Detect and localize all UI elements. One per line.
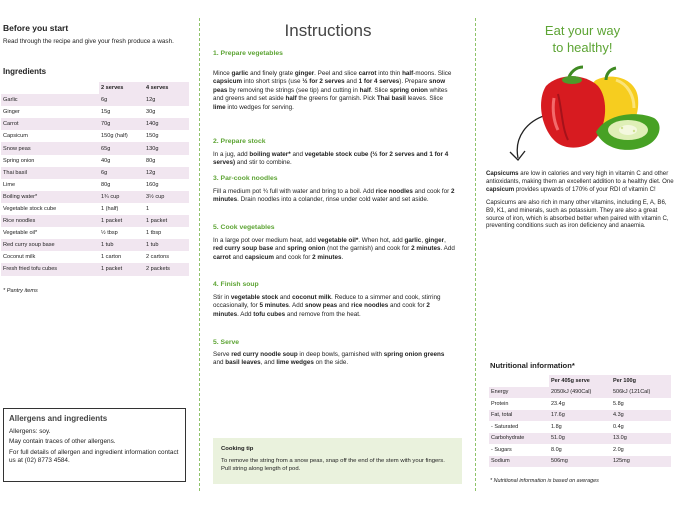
table-cell: Boiling water* <box>1 191 99 203</box>
table-cell: Protein <box>491 400 509 407</box>
heading-line: Eat your way <box>544 23 621 38</box>
table-cell: Carrot <box>1 118 99 130</box>
instructions-column <box>203 0 471 509</box>
nutrition-row <box>489 433 671 445</box>
ingredient-row <box>1 155 189 167</box>
table-cell: Capsicum <box>3 133 28 140</box>
table-cell: 17.6g <box>549 410 611 422</box>
ingredient-row <box>1 167 189 179</box>
table-cell: 1 packet <box>99 263 144 275</box>
table-cell: 0.4g <box>613 423 624 430</box>
cooking-tip-text: To remove the string from a snow peas, snap off the end of the stem with your fingers. Pull string along length of pod. <box>221 458 445 472</box>
step-text: Serve red curry noodle soup in deep bowls, garnished with spring onion greens and basil leaves, and lime wedges on the side. <box>213 351 445 367</box>
cooking-tip-heading: Cooking tip <box>221 446 254 452</box>
step-text: Stir in vegetable stock and coconut milk. Reduce to a simmer and cook, stirring occasionally, for 5 minutes. Add snow peas and rice noodles and cook for 2 minutes. Add tofu cubes and remove from the heat. <box>213 294 441 318</box>
ingredient-row <box>1 215 189 227</box>
allergen-heading: Allergens and ingredients <box>9 414 108 423</box>
step-text: Mince garlic and finely grate ginger. Peel and slice carrot into thin half-moons. Slice capsicum into short strips (use ½ for 2 serves and 1 for 4 serves). Prepare snow peas by removing the strings (see tip) and cutting in half. Slice spring onion whites and greens and set aside half the greens for garnish. Pick Thai basil leaves. Slice lime into wedges for serving. <box>213 70 452 111</box>
table-cell: Lime <box>3 181 16 188</box>
ingredient-row <box>1 191 189 203</box>
table-cell: ½ tbsp <box>101 230 118 237</box>
header-cell: Per 405g serve <box>549 375 611 387</box>
step-heading: 3. Par-cook noodles <box>213 175 278 182</box>
ingredient-row <box>1 263 189 275</box>
header-cell: 2 serves <box>99 82 144 94</box>
table-cell: 70g <box>99 118 144 130</box>
table-cell: 51.0g <box>549 433 611 445</box>
capsicum-paragraph: Capsicums are also rich in many other vitamins, including E, A, B6, B9, K1, and minerals, such as potassium. They are also a great source of iron, which is absorbed better when paired with vitamin C, preventing conditions such as iron deficiency and anaemia. <box>486 198 669 230</box>
table-cell: Coconut milk <box>3 254 36 261</box>
table-cell: 1 packet <box>99 215 144 227</box>
table-cell: 1¾ cup <box>99 191 144 203</box>
nutrition-row-header <box>489 375 671 387</box>
table-cell: Spring onion <box>3 157 35 164</box>
column-divider <box>475 18 476 491</box>
step-text: In a jug, add boiling water* and vegetable stock cube (½ for 2 serves and 1 for 4 serves) and stir to combine. <box>213 151 449 167</box>
table-cell: 4.3g <box>611 410 671 422</box>
capsicum-info <box>486 170 674 235</box>
table-cell: 160g <box>146 181 159 188</box>
table-cell: 80g <box>146 157 156 164</box>
red-pepper-icon <box>541 76 605 147</box>
ingredient-row <box>1 106 189 118</box>
allergen-line: May contain traces of other allergens. <box>9 438 116 445</box>
heading-line: to healthy! <box>552 40 613 55</box>
step-heading: 4. Finish soup <box>213 281 259 288</box>
allergen-line: For full details of allergen and ingredient information contact us at (02) 8773 4584. <box>9 448 179 464</box>
table-cell: 130g <box>144 142 189 154</box>
table-cell: 140g <box>144 118 189 130</box>
allergen-box <box>3 408 186 482</box>
header-cell <box>489 375 549 387</box>
table-cell: 150g (half) <box>101 133 128 140</box>
table-cell: 15g <box>101 109 111 116</box>
table-cell: 3½ cup <box>144 191 189 203</box>
nutrition-row <box>489 456 671 468</box>
step-text: In a large pot over medium heat, add vegetable oil*. When hot, add garlic, ginger, red curry soup base and spring onion (not the garnish) and cook for 2 minutes. Add carrot and capsicum and cook for 2 minutes. <box>213 237 455 261</box>
table-cell: 1.8g <box>551 423 562 430</box>
header-cell: Per 100g <box>611 375 671 387</box>
table-cell: Energy <box>489 387 549 399</box>
table-cell: Snow peas <box>1 142 99 154</box>
table-cell: - Sugars <box>491 446 512 453</box>
nutrition-row <box>489 444 671 456</box>
header-cell <box>1 82 99 94</box>
table-cell: 23.4g <box>551 400 565 407</box>
table-cell: 30g <box>146 109 156 116</box>
nutrition-row <box>489 421 671 433</box>
table-cell: Fat, total <box>489 410 549 422</box>
table-cell: Red curry soup base <box>1 239 99 251</box>
ingredient-row <box>1 203 189 215</box>
table-cell: Rice noodles <box>1 215 99 227</box>
header-cell: 4 serves <box>144 82 189 94</box>
step-text: Fill a medium pot ¾ full with water and bring to a boil. Add rice noodles and cook for 2 minutes. Drain noodles into a colander, rinse under cold water and set aside. <box>213 188 455 204</box>
health-column <box>480 0 679 509</box>
step-heading: 2. Prepare stock <box>213 138 266 145</box>
allergen-line: Allergens: soy. <box>9 427 51 435</box>
ingredient-row <box>1 179 189 191</box>
left-column <box>0 0 196 509</box>
table-cell: Carbohydrate <box>489 433 549 445</box>
step-heading: 5. Cook vegetables <box>213 224 275 231</box>
table-cell: 80g <box>101 181 111 188</box>
table-cell: 2.0g <box>613 446 624 453</box>
table-cell: 1 carton <box>101 254 122 261</box>
table-cell: 65g <box>99 142 144 154</box>
instructions-heading: Instructions <box>284 21 372 40</box>
table-cell: 2 cartons <box>146 254 170 261</box>
table-cell: 6g <box>99 167 144 179</box>
table-cell: - Saturated <box>491 423 519 430</box>
table-cell: 150g <box>146 133 159 140</box>
before-you-start-heading: Before you start <box>3 23 69 33</box>
ingredient-row <box>1 94 189 106</box>
before-you-start-text: Read through the recipe and give your fresh produce a wash. <box>3 38 174 45</box>
eat-your-way-heading <box>520 22 645 56</box>
table-cell: 1 (half) <box>101 205 119 212</box>
table-cell: 12g <box>144 94 189 106</box>
table-cell: 6g <box>99 94 144 106</box>
ingredients-heading: Ingredients <box>3 67 47 76</box>
column-divider <box>199 18 200 491</box>
table-cell: 506mg <box>549 456 611 468</box>
step-heading: 5. Serve <box>213 339 240 346</box>
cooking-tip-box <box>213 438 462 484</box>
table-cell: Thai basil <box>1 167 99 179</box>
table-cell: 125mg <box>611 456 671 468</box>
nutrition-note: * Nutritional information is based on averages <box>490 478 599 484</box>
nutrition-row <box>489 398 671 410</box>
ingredient-row <box>1 251 189 263</box>
capsicum-paragraph: Capsicums are low in calories and very high in vitamin C and other antioxidants, making them an excellent addition to a healthy diet. One capsicum provides upwards of 170% of your RDI of vitamin C! <box>486 170 674 193</box>
nutrition-row <box>489 387 671 399</box>
nutrition-table <box>489 375 671 467</box>
pantry-note: * Pantry items <box>3 288 38 294</box>
table-cell: Vegetable oil* <box>3 230 38 237</box>
table-cell: Fresh fried tofu cubes <box>1 263 99 275</box>
ingredients-table <box>1 82 189 276</box>
table-cell: 1 tub <box>99 239 144 251</box>
step-heading: 1. Prepare vegetables <box>213 50 283 57</box>
table-cell: 2050kJ (490Cal) <box>549 387 611 399</box>
ingredient-row <box>1 142 189 154</box>
table-cell: 8.0g <box>551 446 562 453</box>
table-cell: 13.0g <box>611 433 671 445</box>
table-cell: 1 tub <box>144 239 189 251</box>
table-cell: 1 tbsp <box>146 230 162 237</box>
table-cell: Garlic <box>1 94 99 106</box>
capsicum-illustration <box>488 58 668 168</box>
table-cell: 506kJ (121Cal) <box>611 387 671 399</box>
ingredient-row <box>1 118 189 130</box>
table-cell: 1 packet <box>144 215 189 227</box>
table-cell: 2 packets <box>144 263 189 275</box>
ingredient-row <box>1 239 189 251</box>
table-cell: 12g <box>144 167 189 179</box>
nutrition-heading: Nutritional information* <box>490 361 575 370</box>
table-cell: Ginger <box>3 109 20 116</box>
nutrition-row <box>489 410 671 422</box>
ingredient-row-header <box>1 82 189 94</box>
table-cell: 5.8g <box>613 400 624 407</box>
table-cell: Sodium <box>489 456 549 468</box>
table-cell: Vegetable stock cube <box>3 205 57 212</box>
table-cell: 40g <box>101 157 111 164</box>
table-cell: 1 <box>146 205 150 212</box>
ingredient-row <box>1 227 189 239</box>
ingredient-row <box>1 130 189 142</box>
